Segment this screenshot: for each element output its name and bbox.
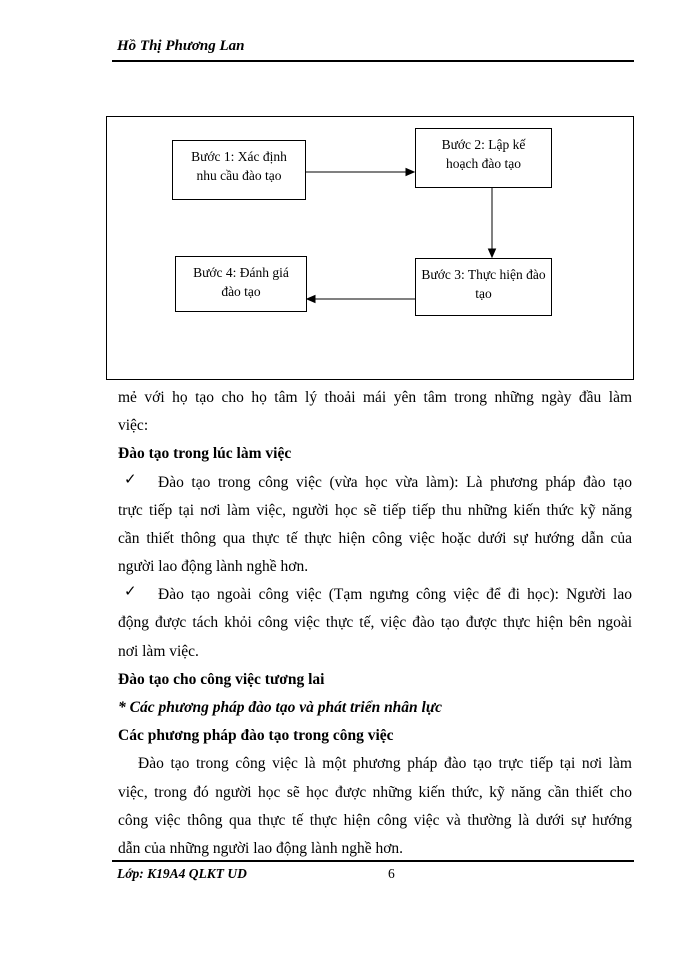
- bullet-2-line: động được tách khỏi công việc thực tế, việc đào tạo được thực hiện bên ngoài: [118, 614, 632, 631]
- heading-on-job-methods: Các phương pháp đào tạo trong công việc: [118, 727, 394, 744]
- paragraph-line: công việc thông qua thực tế thực hiện công việc và thường là dưới sự hướng: [118, 812, 632, 829]
- bullet-1-line: trực tiếp tại nơi làm việc, người học sẽ tiếp tiếp thu những kiến thức kỹ năng: [118, 502, 632, 519]
- paragraph-line: dẫn của những người lao động lành nghề hơn.: [118, 840, 404, 857]
- step-1-line2: nhu cầu đào tạo: [196, 168, 282, 183]
- footer-rule: [112, 860, 634, 862]
- step-3-line1: Bước 3: Thực hiện đào: [421, 267, 546, 282]
- arrow-head-2: [489, 249, 496, 257]
- paragraph-line: việc, trong đó người học sẽ học được những kiến thức, kỹ năng cần thiết cho: [118, 784, 632, 801]
- checkmark-icon: ✓: [124, 582, 137, 600]
- bullet-1-line: cần thiết thông qua thực tế thực hiện công việc hoặc dưới sự hướng dẫn của: [118, 530, 632, 547]
- heading-future-work-training: Đào tạo cho công việc tương lai: [118, 671, 325, 688]
- step-4-line2: đào tạo: [221, 284, 261, 299]
- step-3-line2: tạo: [475, 286, 492, 301]
- bullet-2-line: Đào tạo ngoài công việc (Tạm ngưng công việc để đi học): Người lao: [158, 586, 632, 603]
- footer-class-label: Lớp: K19A4 QLKT UD: [117, 866, 247, 881]
- step-4-line1: Bước 4: Đánh giá: [193, 265, 289, 280]
- bullet-1-line: Đào tạo trong công việc (vừa học vừa làm): Là phương pháp đào tạo: [158, 474, 632, 491]
- bullet-2-line: nơi làm việc.: [118, 643, 199, 660]
- arrow-head-3: [307, 296, 315, 303]
- step-2-line1: Bước 2: Lập kế: [441, 137, 526, 152]
- step-2-line2: hoạch đào tạo: [446, 156, 521, 171]
- heading-methods: * Các phương pháp đào tạo và phát triển nhân lực: [118, 699, 443, 716]
- arrow-head-1: [406, 169, 414, 176]
- paragraph-line: Đào tạo trong công việc là một phương pháp đào tạo trực tiếp tại nơi làm: [138, 755, 632, 772]
- heading-training-during-work: Đào tạo trong lúc làm việc: [118, 445, 292, 462]
- text-line: việc:: [118, 417, 149, 434]
- bullet-1-line: người lao động lành nghề hơn.: [118, 558, 309, 575]
- header-author: Hồ Thị Phương Lan: [117, 38, 245, 54]
- text-line: mẻ với họ tạo cho họ tâm lý thoải mái yên tâm trong những ngày đầu làm: [118, 389, 632, 406]
- step-1-line1: Bước 1: Xác định: [191, 149, 287, 164]
- page-number: 6: [388, 866, 395, 881]
- checkmark-icon: ✓: [124, 470, 137, 488]
